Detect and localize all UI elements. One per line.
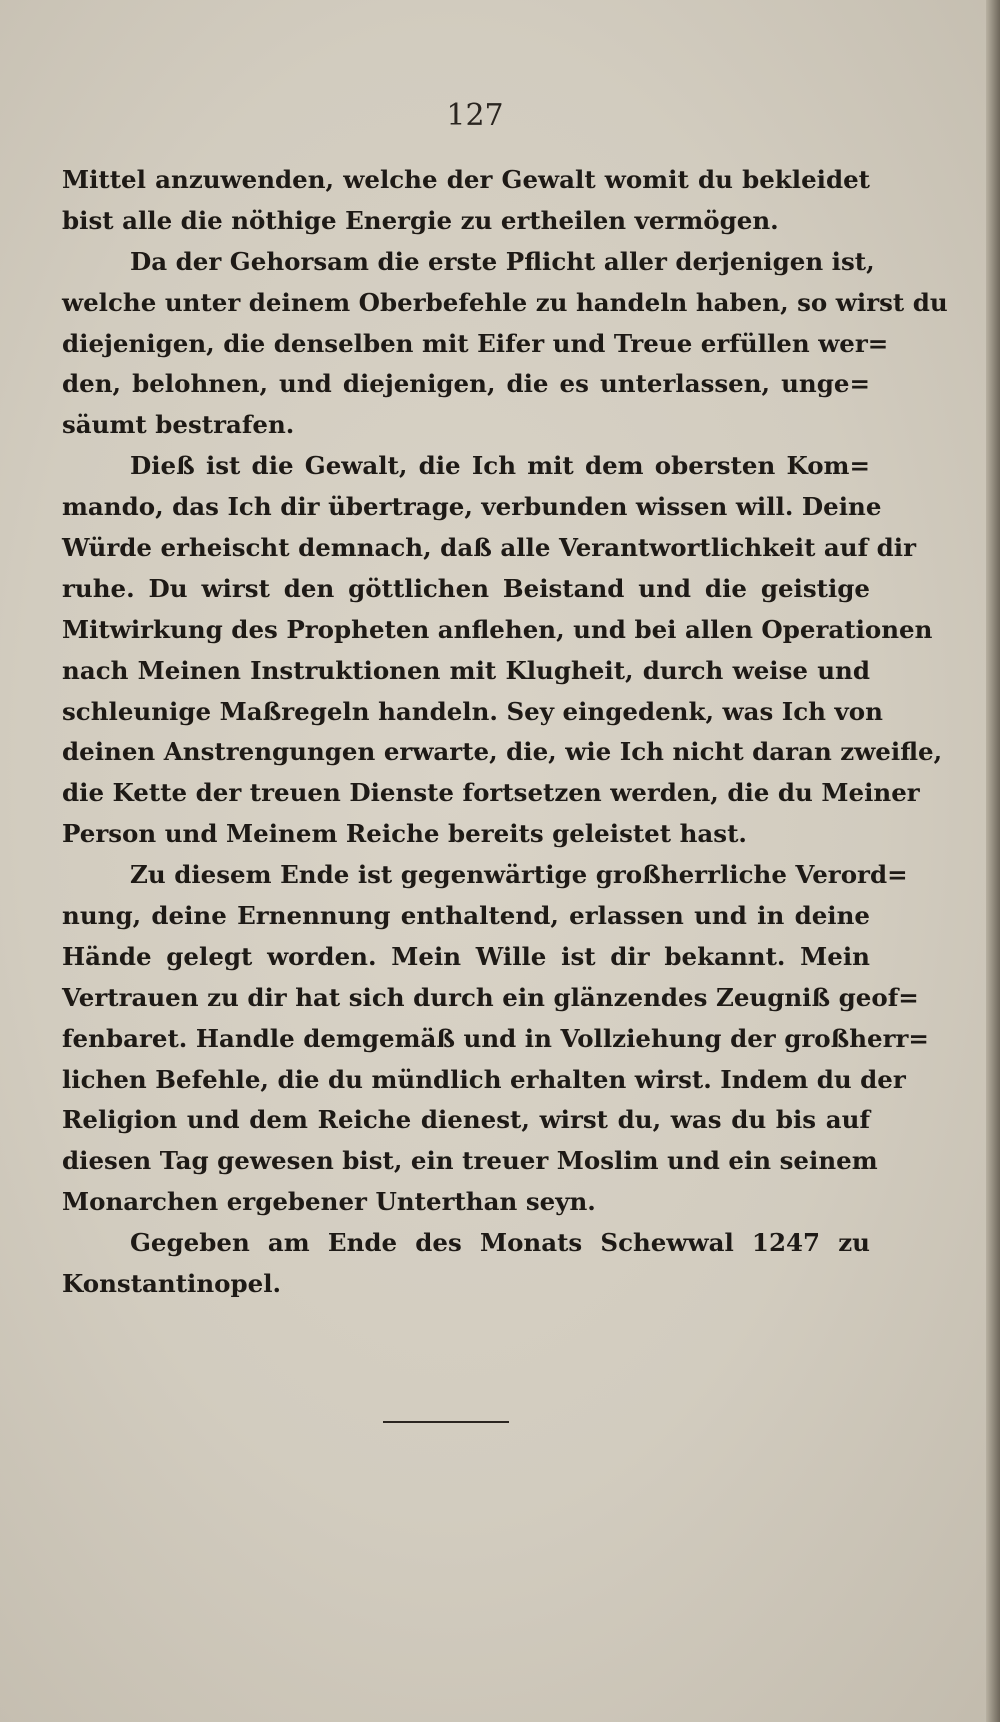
text-line: deinen Anstrengungen erwarte, die, wie Ich nicht daran zweifle, — [62, 737, 943, 767]
text-line: schleunige Maßregeln handeln. Sey eingedenk, was Ich von — [62, 696, 883, 726]
text-line: mando, das Ich dir übertrage, verbunden wissen will. Deine — [62, 492, 882, 522]
end-rule — [383, 1421, 509, 1423]
text-line: Würde erheischt demnach, daß alle Verantwortlichkeit auf dir — [62, 533, 917, 563]
text-line: ruhe. Du wirst den göttlichen Beistand und die geistige — [62, 573, 870, 603]
text-line: Zu diesem Ende ist gegenwärtige großherrliche Verord= — [130, 860, 908, 890]
text-line: Da der Gehorsam die erste Pflicht aller derjenigen ist, — [130, 246, 875, 276]
body-text — [62, 160, 948, 1305]
text-line: die Kette der treuen Dienste fortsetzen werden, die du Meiner — [62, 778, 920, 808]
text-line: Religion und dem Reiche dienest, wirst du, was du bis auf — [62, 1105, 870, 1135]
text-line: welche unter deinem Oberbefehle zu handeln haben, so wirst du — [62, 287, 948, 317]
text-line: Vertrauen zu dir hat sich durch ein glänzendes Zeugniß geof= — [62, 982, 919, 1012]
text-line: Dieß ist die Gewalt, die Ich mit dem obersten Kom= — [130, 451, 870, 481]
text-line: Gegeben am Ende des Monats Schewwal 1247 zu — [130, 1228, 870, 1258]
page-number: 127 — [446, 98, 504, 133]
text-line: diesen Tag gewesen bist, ein treuer Moslim und ein seinem — [62, 1146, 878, 1176]
text-line: Mitwirkung des Propheten anflehen, und bei allen Operationen — [62, 614, 933, 644]
text-line: Konstantinopel. — [62, 1269, 282, 1299]
text-line: bist alle die nöthige Energie zu ertheilen vermögen. — [62, 205, 779, 235]
text-line: säumt bestrafen. — [62, 410, 295, 440]
text-line: Hände gelegt worden. Mein Wille ist dir bekannt. Mein — [62, 941, 870, 971]
text-line: diejenigen, die denselben mit Eifer und Treue erfüllen wer= — [62, 328, 889, 358]
text-line: fenbaret. Handle demgemäß und in Vollziehung der großherr= — [62, 1023, 929, 1053]
text-line: Monarchen ergebener Unterthan seyn. — [62, 1187, 596, 1217]
text-line: Mittel anzuwenden, welche der Gewalt womit du bekleidet — [62, 165, 870, 194]
page-edge — [986, 0, 1000, 1722]
text-line: Person und Meinem Reiche bereits geleistet hast. — [62, 819, 747, 849]
text-line: den, belohnen, und diejenigen, die es unterlassen, unge= — [62, 369, 870, 399]
text-line: nach Meinen Instruktionen mit Klugheit, durch weise und — [62, 655, 870, 685]
text-line: lichen Befehle, die du mündlich erhalten wirst. Indem du der — [62, 1064, 906, 1094]
text-line: nung, deine Ernennung enthaltend, erlassen und in deine — [62, 901, 870, 931]
